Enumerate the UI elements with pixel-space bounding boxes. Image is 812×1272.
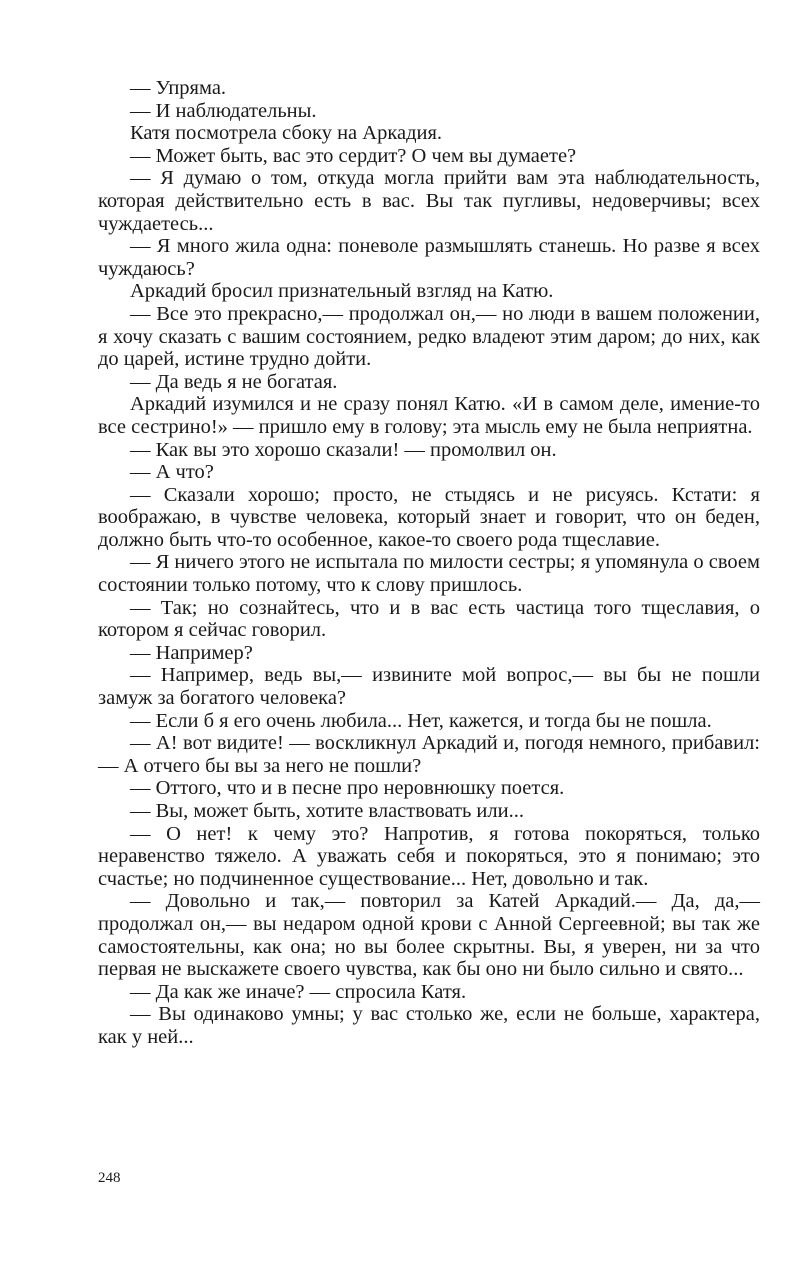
paragraph: — Оттого, что и в песне про неровнюшку поется. xyxy=(130,777,565,800)
paragraph: — Я ничего этого не испытала по милости сестры; я упомянула о своем состоянии только потому, что к слову пришлось. xyxy=(98,551,760,597)
paragraph: Аркадий бросил признательный взгляд на Катю. xyxy=(130,280,554,303)
paragraph: — Да ведь я не богатая. xyxy=(130,370,338,393)
paragraph: — И наблюдательны. xyxy=(130,99,317,122)
paragraph: — Все это прекрасно,— продолжал он,— но люди в вашем положении, я хочу сказать с вашим состоянием, редко владеют этим даром; до них, как до царей, истине трудно дойти. xyxy=(98,302,760,371)
paragraph: — Довольно и так,— повторил за Катей Аркадий.— Да, да,— продолжал он,— вы недаром одной крови с Анной Сергеевной; вы так же самостоятельны, как она; но вы более скрытны. Вы, я уверен, ни за что первая не выскажете своего чувства, как бы оно ни было сильно и свято... xyxy=(98,890,760,981)
paragraph: — Если б я его очень любила... Нет, кажется, и тогда бы не пошла. xyxy=(130,709,712,732)
paragraph: Катя посмотрела сбоку на Аркадия. xyxy=(130,122,443,145)
paragraph: Аркадий изумился и не сразу понял Катю. «И в самом деле, имение-то все сестрино!» — пришло ему в голову; эта мысль ему не была неприятна. xyxy=(98,393,760,438)
paragraph: — Вы, может быть, хотите властвовать или... xyxy=(130,800,524,822)
paragraph: — Может быть, вас это сердит? О чем вы думаете? xyxy=(130,144,577,167)
paragraph: — Вы одинаково умны; у вас столько же, если не больше, характера, как у ней... xyxy=(98,1003,760,1048)
paragraph: — Например, ведь вы,— извините мой вопрос,— вы бы не пошли замуж за богатого человека? xyxy=(98,664,760,710)
paragraph: — Сказали хорошо; просто, не стыдясь и не рисуясь. Кстати: я воображаю, в чувстве человека, который знает и говорит, что он беден, должно быть что-то особенное, какое-то своего рода тщеславие. xyxy=(98,483,760,551)
paragraph: — О нет! к чему это? Напротив, я готова покоряться, только неравенство тяжело. А уважать себя и покоряться, это я понимаю; это счастье; но подчиненное существование... Нет, довольно и так. xyxy=(98,822,760,890)
paragraph: — Я много жила одна: поневоле размышлять станешь. Но разве я всех чуждаюсь? xyxy=(98,235,760,280)
paragraph: — Как вы это хорошо сказали! — промолвил он. xyxy=(130,438,557,461)
paragraph: — А! вот видите! — воскликнул Аркадий и, погодя немного, прибавил: — А отчего бы вы за него не пошли? xyxy=(98,732,760,777)
page-body xyxy=(98,77,760,1049)
paragraph: — А что? xyxy=(130,461,214,484)
paragraph: — Так; но сознайтесь, что и в вас есть частица того тщеславия, о котором я сейчас говорил. xyxy=(98,596,760,642)
paragraph: — Я думаю о том, откуда могла прийти вам эта наблюдательность, которая действительно есть в вас. Вы так пугливы, недоверчивы; всех чуждаетесь... xyxy=(98,167,760,235)
paragraph: — Да как же иначе? — спросила Катя. xyxy=(130,980,467,1003)
paragraph: — Упряма. xyxy=(130,77,227,99)
page-number: 248 xyxy=(98,1170,121,1186)
paragraph: — Например? xyxy=(130,641,253,664)
